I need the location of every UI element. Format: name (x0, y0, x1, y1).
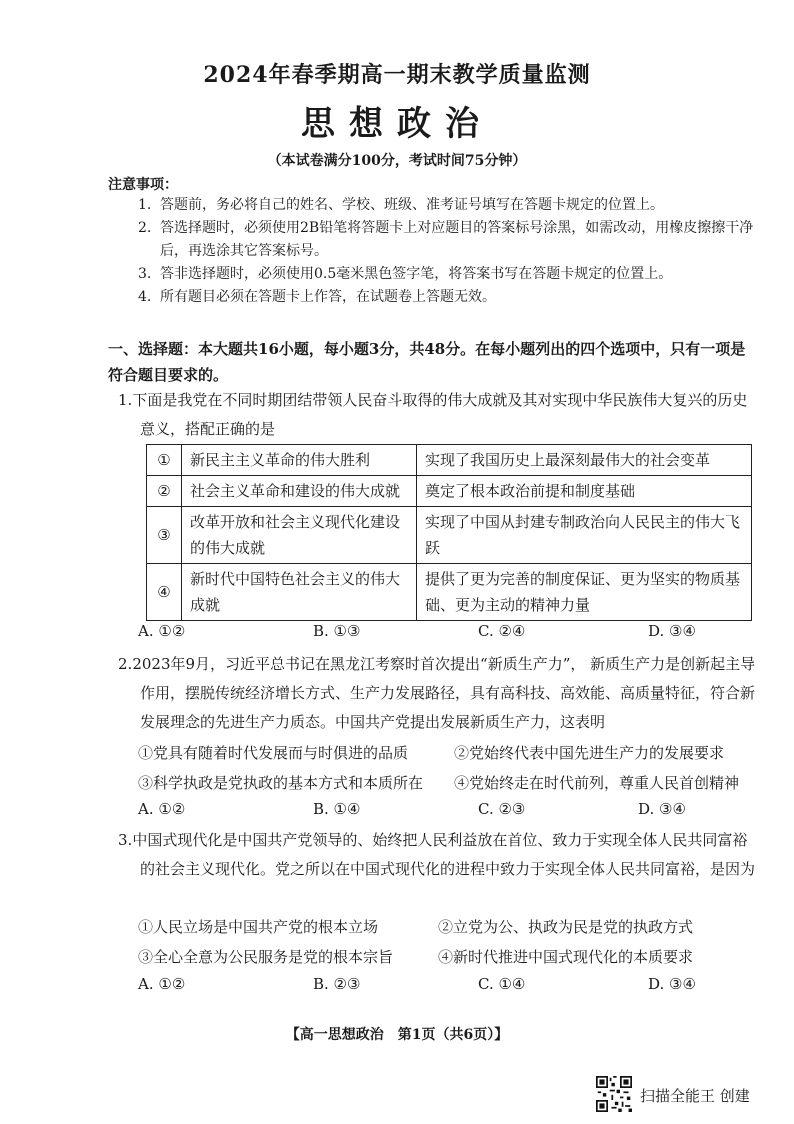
table-cell-index: ④ (147, 564, 182, 621)
exam-info: （本试卷满分100分，考试时间75分钟） (267, 153, 527, 169)
statement: ①人民立场是中国共产党的根本立场 (138, 918, 379, 936)
table-cell-index: ① (147, 445, 182, 476)
notice-text: 答非选择题时，必须使用0.5毫米黑色签字笔，将答案书写在答题卡规定的位置上。 (160, 266, 673, 282)
exam-title: 2024年春季期高一期末教学质量监测 (203, 62, 591, 88)
statement: ④党始终走在时代前列，尊重人民首创精神 (454, 774, 740, 792)
table-row (147, 507, 752, 564)
option-d[interactable]: D. ③④ (638, 800, 686, 818)
question-text: 2023年9月，习近平总书记在黑龙江考察时首次提出“新质生产力”， 新质生产力是创新起主导作用，摆脱传统经济增长方式、生产力发展路径，具有高科技、高效能、高质量特征，符合新发展理念的先进生产力质态。中国共产党提出发展新质生产力，这表明 (132, 655, 756, 731)
notice-heading: 注意事项： (108, 177, 178, 193)
notice-text: 所有题目必须在答题卡上作答，在试题卷上答题无效。 (160, 289, 496, 305)
option-c[interactable]: C. ②④ (478, 622, 526, 640)
table-cell-significance: 实现了我国历史上最深刻最伟大的社会变革 (417, 445, 752, 476)
question-text: 中国式现代化是中国共产党领导的、始终把人民利益放在首位、致力于实现全体人民共同富裕的社会主义现代化。党之所以在中国式现代化的进程中致力于实现全体人民共同富裕，是因为 (132, 831, 756, 878)
notice-item (138, 263, 758, 286)
page-footer: 【高一思想政治 第1页（共6页）】 (285, 1027, 509, 1043)
question-number: 3. (118, 831, 133, 849)
option-b[interactable]: B. ①④ (313, 800, 361, 818)
option-d[interactable]: D. ③④ (648, 622, 696, 640)
notice-text: 答题前，务必将自己的姓名、学校、班级、准考证号填写在答题卡规定的位置上。 (160, 197, 664, 213)
notice-number: 1. (138, 197, 152, 213)
notice-list (138, 194, 758, 309)
notice-text: 答选择题时，必须使用2B铅笔将答题卡上对应题目的答案标号涂黑，如需改动，用橡皮擦擦干净后，再选涂其它答案标号。 (160, 220, 754, 259)
table-cell-achievement: 新时代中国特色社会主义的伟大成就 (182, 564, 417, 621)
statement: ②立党为公、执政为民是党的执政方式 (438, 918, 694, 936)
question-2 (118, 650, 758, 737)
option-a[interactable]: A. ①② (138, 800, 186, 818)
question-stem (118, 826, 758, 884)
table-cell-achievement: 新民主主义革命的伟大胜利 (182, 445, 417, 476)
question-1-options (138, 622, 758, 648)
notice-number: 3. (138, 266, 152, 282)
achievement-table (146, 444, 752, 621)
statement: ③科学执政是党执政的基本方式和本质所在 (138, 774, 424, 792)
notice-item (138, 194, 758, 217)
option-a[interactable]: A. ①② (138, 622, 186, 640)
question-3-statements (138, 912, 758, 972)
statement: ④新时代推进中国式现代化的本质要求 (438, 948, 694, 966)
question-stem (118, 386, 758, 444)
question-1 (118, 386, 758, 444)
table-cell-index: ② (147, 476, 182, 507)
scanner-label: 扫描全能王 创建 (640, 1087, 750, 1105)
question-2-statements (138, 738, 758, 798)
scanner-watermark (596, 1076, 786, 1114)
table-cell-index: ③ (147, 507, 182, 564)
option-c[interactable]: C. ②③ (478, 800, 526, 818)
table-cell-significance: 奠定了根本政治前提和制度基础 (417, 476, 752, 507)
notice-number: 2. (138, 220, 152, 236)
question-text: 下面是我党在不同时期团结带领人民奋斗取得的伟大成就及其对实现中华民族伟大复兴的历史意义，搭配正确的是 (132, 391, 748, 438)
statement: ②党始终代表中国先进生产力的发展要求 (454, 744, 725, 762)
question-3-options (138, 975, 758, 1001)
option-d[interactable]: D. ③④ (648, 975, 696, 993)
table-row (147, 564, 752, 621)
question-2-options (138, 800, 758, 826)
table-cell-significance: 实现了中国从封建专制政治向人民民主的伟大飞跃 (417, 507, 752, 564)
table-row (147, 445, 752, 476)
option-c[interactable]: C. ①④ (478, 975, 526, 993)
question-number: 1. (118, 391, 133, 409)
qr-code-icon (596, 1076, 632, 1112)
option-a[interactable]: A. ①② (138, 975, 186, 993)
notice-item (138, 286, 758, 309)
subject-title: 思想政治 (301, 104, 493, 144)
statement: ①党具有随着时代发展而与时俱进的品质 (138, 744, 409, 762)
option-b[interactable]: B. ①③ (313, 622, 361, 640)
table-cell-achievement: 社会主义革命和建设的伟大成就 (182, 476, 417, 507)
notice-item (138, 217, 758, 263)
question-number: 2. (118, 655, 133, 673)
question-stem (118, 650, 758, 737)
section-heading: 一、选择题：本大题共16小题，每小题3分，共48分。在每小题列出的四个选项中，只有一项是符合题目要求的。 (108, 340, 746, 384)
table-cell-significance: 提供了更为完善的制度保证、更为坚实的物质基础、更为主动的精神力量 (417, 564, 752, 621)
question-3 (118, 826, 758, 884)
table-cell-achievement: 改革开放和社会主义现代化建设的伟大成就 (182, 507, 417, 564)
statement: ③全心全意为公民服务是党的根本宗旨 (138, 948, 394, 966)
option-b[interactable]: B. ②③ (313, 975, 361, 993)
table-row (147, 476, 752, 507)
notice-number: 4. (138, 289, 152, 305)
